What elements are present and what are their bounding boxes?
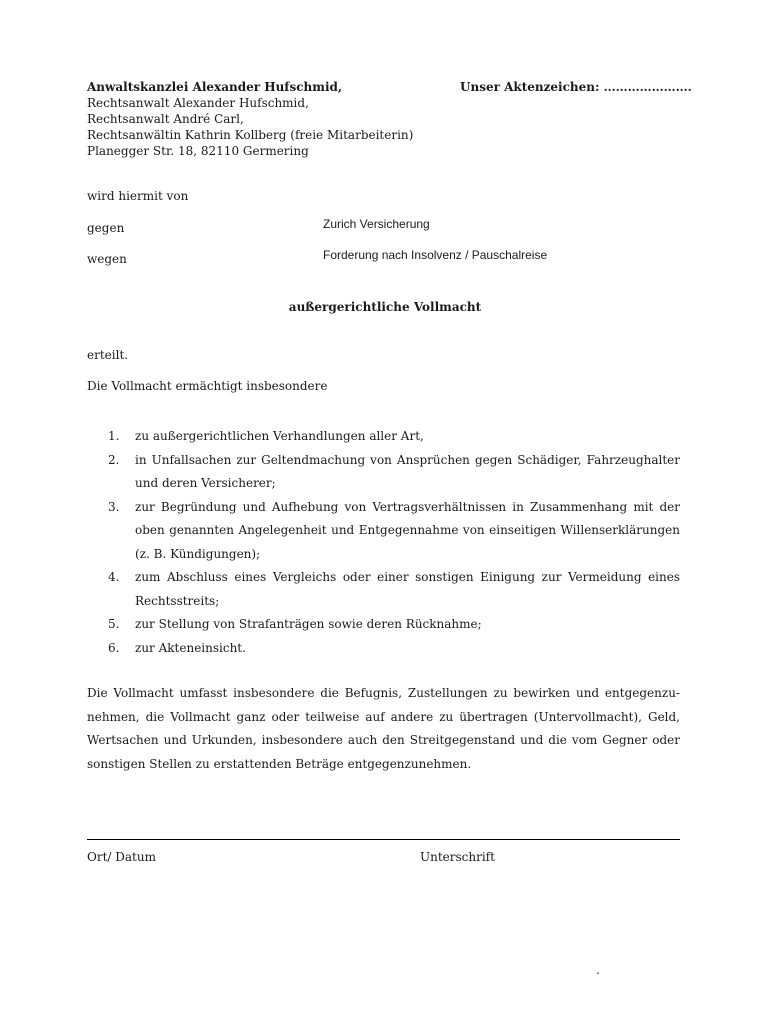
list-item-text: in Unfallsachen zur Geltendmachung von Ansprüchen gegen Schädiger, Fahrzeughalter und deren Versicherer; xyxy=(135,452,680,490)
list-item xyxy=(108,496,680,567)
footer-mark: . xyxy=(596,963,600,977)
list-item xyxy=(108,637,680,661)
scope-paragraph: Die Vollmacht umfasst insbesondere die Befugnis, Zustellungen zu bewirken und entgegenzu-nehmen, die Vollmacht ganz oder teilweise auf andere zu übertragen (Untervollmacht), Geld, Wertsachen und Urkunden, insbesondere auch den Streitgegenstand und die vom Gegner oder sonstigen Stellen zu erstattenden Beträge entgegenzunehmen. xyxy=(87,686,680,771)
signature-label: Unterschrift xyxy=(420,850,495,864)
firm-name: Anwaltskanzlei Alexander Hufschmid, xyxy=(87,80,343,94)
list-item-number: 6. xyxy=(108,640,120,655)
erteilt-text: erteilt. xyxy=(87,348,129,362)
list-item-text: zur Akteneinsicht. xyxy=(135,640,246,655)
address-line-3: Rechtsanwältin Kathrin Kollberg (freie Mitarbeiterin) xyxy=(87,128,414,142)
address-line-1: Rechtsanwalt Alexander Hufschmid, xyxy=(87,96,309,110)
list-item-text: zur Stellung von Strafanträgen sowie deren Rücknahme; xyxy=(135,617,482,631)
list-item xyxy=(108,425,680,449)
list-item-text: zur Begründung und Aufhebung von Vertragsverhältnissen in Zusammenhang mit der oben genannten Angelegenheit und Entgegennahme von einseitigen Willenserklärungen (z. B. Kündigungen); xyxy=(135,499,680,561)
wegen-value: Forderung nach Insolvenz / Pauschalreise xyxy=(323,248,548,262)
list-item-number: 4. xyxy=(108,570,120,584)
powers-list xyxy=(108,425,680,660)
list-item-text: zu außergerichtlichen Verhandlungen aller Art, xyxy=(135,429,424,443)
list-item-number: 3. xyxy=(108,499,120,514)
signature-line xyxy=(87,839,680,840)
file-reference: Unser Aktenzeichen: …………………. xyxy=(460,80,692,94)
place-date-label: Ort/ Datum xyxy=(87,850,156,864)
address-line-4: Planegger Str. 18, 82110 Germering xyxy=(87,144,309,158)
list-item-number: 5. xyxy=(108,617,120,631)
list-item xyxy=(108,613,680,637)
gegen-label: gegen xyxy=(87,221,125,235)
wegen-label: wegen xyxy=(87,252,127,266)
list-item xyxy=(108,566,680,613)
list-intro: Die Vollmacht ermächtigt insbesondere xyxy=(87,379,328,393)
address-line-2: Rechtsanwalt André Carl, xyxy=(87,112,244,126)
intro-text: wird hiermit von xyxy=(87,189,189,203)
document-title: außergerichtliche Vollmacht xyxy=(288,300,482,314)
list-item xyxy=(108,449,680,496)
gegen-value: Zurich Versicherung xyxy=(323,217,430,231)
list-item-text: zum Abschluss eines Vergleichs oder einer sonstigen Einigung zur Vermeidung eines Rechtsstreits; xyxy=(135,570,680,608)
list-item-number: 1. xyxy=(108,429,120,443)
list-item-number: 2. xyxy=(108,452,120,467)
